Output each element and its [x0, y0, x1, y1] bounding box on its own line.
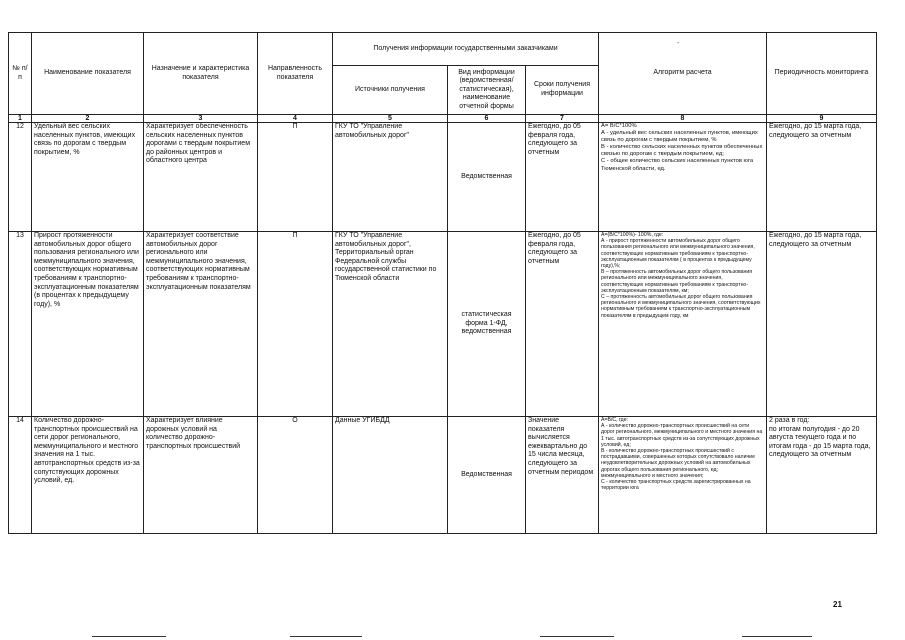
header-kind: Вид информации (ведомственная/статистическая), наименование отчетной формы: [448, 66, 526, 115]
indicator-algorithm: А=В/С, где: А - количество дорожно-транспортных происшествий на сети дорог регионального, межмуниципального и местного значения на 1 тыс. автотранспортных средств из-за сопутствующих дорожных условий, ед; В - количество дорожно-транспортных происшествий с пострадавшими, совершенных которых сопутствовало наличие неудовлетворительных дорожных условий на автомобильных дорогах общего пользования регионального, ед; межмуниципального и местного значения; С - количество транспортных средств зарегистрированных на территории юга: [599, 417, 767, 534]
indicator-source: ГКУ ТО "Управление автомобильных дорог", Территориальный орган Федеральной службы государственной статистики по Тюменской области: [333, 232, 448, 417]
scan-edge-line: [92, 636, 166, 637]
column-number: 3: [144, 115, 258, 123]
scan-edge-line: [742, 636, 812, 637]
indicator-name: Количество дорожно-транспортных происшествий на сети дорог регионального, межмуниципального и местного значения на 1 тыс. автотранспортных средств из-за сопутствующих дорожных условий, ед.: [32, 417, 144, 534]
indicator-source: Данные УГИБДД: [333, 417, 448, 534]
header-receipt: Получения информации государственными заказчиками: [333, 33, 599, 66]
header-purpose: Назначение и характеристика показателя: [144, 33, 258, 115]
indicators-table: [8, 32, 877, 534]
indicator-period: Ежегодно, до 15 марта года, следующего за отчетным: [767, 123, 877, 232]
indicator-direction: П: [258, 123, 333, 232]
header-algorithm: Алгоритм расчета: [599, 33, 767, 115]
indicator-name: Удельный вес сельских населенных пунктов, имеющих связь по дорогам с твердым покрытием, %: [32, 123, 144, 232]
row-number: 13: [9, 232, 32, 417]
indicator-direction: О: [258, 417, 333, 534]
row-number: 12: [9, 123, 32, 232]
column-number: 5: [333, 115, 448, 123]
scan-edge-line: [540, 636, 614, 637]
header-period: Периодичность мониторинга: [767, 33, 877, 115]
indicator-algorithm: А= В/С*100% А - удельный вес сельских населенных пунктов, имеющих связь по дорогам с твердым покрытием, % В - количество сельских населенных пунктов обеспеченных связью по дорогам с твердым покрытием, ед; С - общее количество сельских населенных пунктов юга Тюменской области, ед.: [599, 123, 767, 232]
indicator-period: Ежегодно, до 15 марта года, следующего за отчетным: [767, 232, 877, 417]
row-number: 14: [9, 417, 32, 534]
indicator-kind: статистическая форма 1-ФД, ведомственная: [448, 232, 526, 417]
header-direction: Направленность показателя: [258, 33, 333, 115]
indicator-name: Прирост протяженности автомобильных дорог общего пользования регионального или межмуниципального значения, соответствующих нормативным требованиям к транспортно-эксплуатационным показателям (в процентах к предыдущему году), %: [32, 232, 144, 417]
column-number: 8: [599, 115, 767, 123]
indicator-direction: П: [258, 232, 333, 417]
indicator-purpose: Характеризует обеспеченность сельских населенных пунктов дорогами с твердым покрытием до районных центров и областного центра: [144, 123, 258, 232]
indicator-algorithm: А=(В/С*100%)- 100%, где: А - прирост протяженности автомобильных дорог общего пользования регионального или межмуниципального значения, соответствующих нормативным требованиям к транспортно-эксплуатационным показателям ( в процентах к предыдущему году),%; В – протяженность автомобильных дорог общего пользования регионального или межмуниципального значения, соответствующих нормативным требованиям к транспортно-эксплуатационным показателям, км; С – протяженность автомобильных дорог общего пользования регионального и межмуниципального значения, соответствующих нормативным требованиям к транспортно-эксплуатационным показателям в предыдущем году, км: [599, 232, 767, 417]
indicator-purpose: Характеризует соответствие автомобильных дорог регионального или межмуниципального значения, соответствующих нормативным требованиям к транспортно-эксплуатационным показателям: [144, 232, 258, 417]
page-number: 21: [833, 600, 842, 609]
column-number: 9: [767, 115, 877, 123]
header-terms: Сроки получения информации: [526, 66, 599, 115]
indicator-terms: Ежегодно, до 05 февраля года, следующего за отчетным: [526, 232, 599, 417]
header-sources: Источники получения: [333, 66, 448, 115]
column-number: 4: [258, 115, 333, 123]
indicator-kind: Ведомственная: [448, 417, 526, 534]
column-number: 1: [9, 115, 32, 123]
column-number: 2: [32, 115, 144, 123]
indicator-period: 2 раза в год: по итогам полугодия - до 20 августа текущего года и по итогам года - до 15 марта года, следующего за отчетным: [767, 417, 877, 534]
indicator-purpose: Характеризует влияние дорожных условий на количество дорожно-транспортных происшествий: [144, 417, 258, 534]
header-n: № п/п: [9, 33, 32, 115]
table-row: [9, 123, 877, 232]
scan-edge-line: [290, 636, 362, 637]
indicator-terms: Значение показателя вычисляется ежеквартально до 15 числа месяца, следующего за отчетным периодом: [526, 417, 599, 534]
indicator-terms: Ежегодно, до 05 февраля года, следующего за отчетным: [526, 123, 599, 232]
indicator-source: ГКУ ТО "Управление автомобильных дорог": [333, 123, 448, 232]
table-row: [9, 417, 877, 534]
indicator-kind: Ведомственная: [448, 123, 526, 232]
header-name: Наименование показателя: [32, 33, 144, 115]
table-row: [9, 232, 877, 417]
scan-mark: -: [677, 40, 680, 47]
column-number: 6: [448, 115, 526, 123]
column-number: 7: [526, 115, 599, 123]
